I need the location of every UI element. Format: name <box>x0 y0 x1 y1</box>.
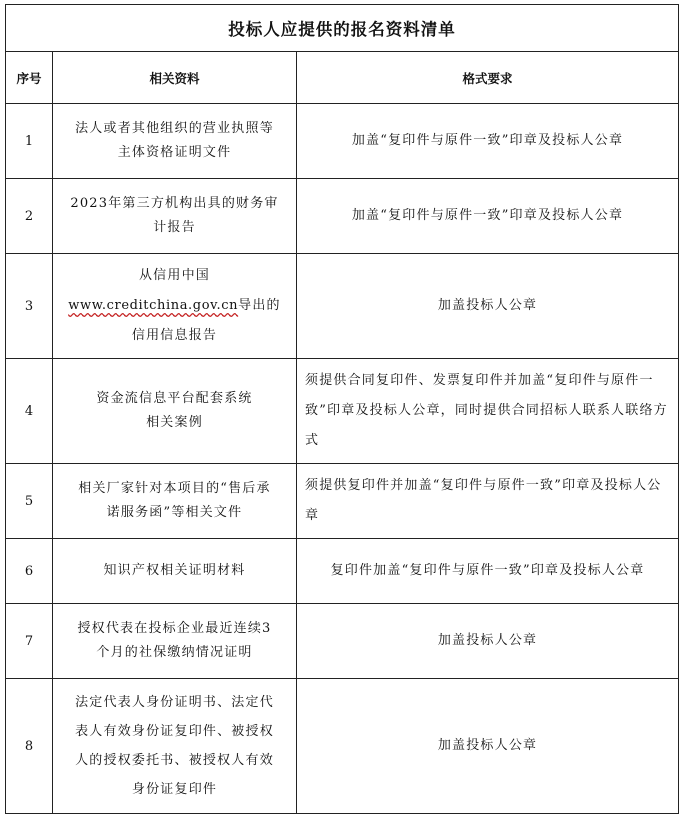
row-material <box>53 359 297 464</box>
row-number: 1 <box>6 104 53 179</box>
material-line: 主体资格证明文件 <box>117 145 232 160</box>
table-row <box>6 604 679 679</box>
row-material <box>53 254 297 359</box>
material-line: 诺服务函”等相关文件 <box>106 505 243 520</box>
table-row <box>6 464 679 539</box>
material-line: 相关厂家针对本项目的“售后承 <box>78 481 271 496</box>
material-line: 从信用中国 <box>138 268 210 283</box>
row-number: 6 <box>6 539 53 604</box>
row-material <box>53 464 297 539</box>
material-line: 计报告 <box>153 220 196 235</box>
material-line: 人的授权委托书、被授权人有效 <box>75 753 274 768</box>
row-number: 7 <box>6 604 53 679</box>
row-number: 4 <box>6 359 53 464</box>
material-line: 个月的社保缴纳情况证明 <box>96 645 253 660</box>
material-line: 授权代表在投标企业最近连续3 <box>77 621 272 636</box>
row-format: 须提供合同复印件、发票复印件并加盖“复印件与原件一致”印章及投标人公章，同时提供合同招标人联系人联络方式 <box>297 359 679 464</box>
table-row <box>6 679 679 814</box>
table-row <box>6 359 679 464</box>
header-row <box>6 52 679 104</box>
row-format: 加盖投标人公章 <box>297 254 679 359</box>
table-row <box>6 179 679 254</box>
table-row <box>6 104 679 179</box>
row-format: 加盖“复印件与原件一致”印章及投标人公章 <box>297 179 679 254</box>
row-format: 加盖“复印件与原件一致”印章及投标人公章 <box>297 104 679 179</box>
row-number: 8 <box>6 679 53 814</box>
material-line: 知识产权相关证明材料 <box>103 563 246 578</box>
table-row <box>6 539 679 604</box>
material-line: 资金流信息平台配套系统 <box>96 391 253 406</box>
row-material <box>53 179 297 254</box>
table-title: 投标人应提供的报名资料清单 <box>6 5 679 52</box>
row-material <box>53 539 297 604</box>
row-number: 5 <box>6 464 53 539</box>
materials-table <box>5 4 679 814</box>
header-material: 相关资料 <box>53 52 297 104</box>
material-line: 身份证复印件 <box>131 782 218 797</box>
material-line: 导出的 <box>238 298 281 313</box>
material-line: 相关案例 <box>146 415 203 430</box>
creditchina-url: www.creditchina.gov.cn <box>68 298 239 313</box>
material-line: 法人或者其他组织的营业执照等 <box>75 121 274 136</box>
row-number: 3 <box>6 254 53 359</box>
header-format: 格式要求 <box>297 52 679 104</box>
row-number: 2 <box>6 179 53 254</box>
material-line: 表人有效身份证复印件、被授权 <box>75 724 274 739</box>
row-format: 复印件加盖“复印件与原件一致”印章及投标人公章 <box>297 539 679 604</box>
header-no: 序号 <box>6 52 53 104</box>
material-line: 信用信息报告 <box>131 328 218 343</box>
material-line: 法定代表人身份证明书、法定代 <box>75 695 274 710</box>
row-material <box>53 104 297 179</box>
material-line: 2023年第三方机构出具的财务审 <box>70 196 279 211</box>
table-row <box>6 254 679 359</box>
row-format: 加盖投标人公章 <box>297 679 679 814</box>
row-material <box>53 604 297 679</box>
row-material <box>53 679 297 814</box>
row-format: 须提供复印件并加盖“复印件与原件一致”印章及投标人公章 <box>297 464 679 539</box>
row-format: 加盖投标人公章 <box>297 604 679 679</box>
title-row <box>6 5 679 52</box>
